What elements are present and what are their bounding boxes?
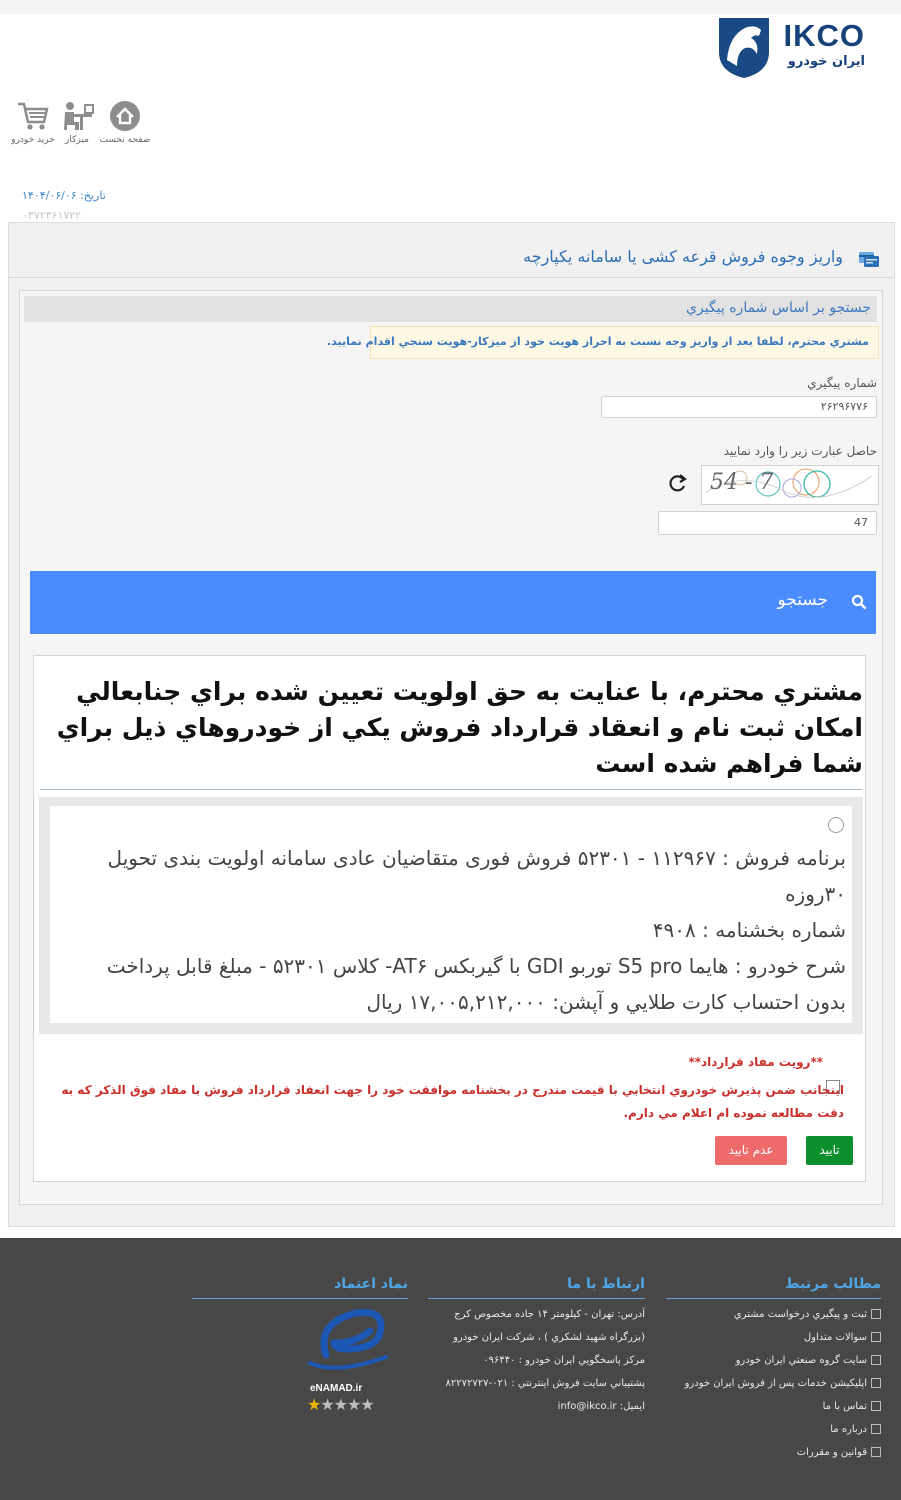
search-header xyxy=(24,296,877,322)
priority-heading: مشتري محترم، با عنايت به حق اولويت تعيين شده براي جنابعالي امكان ثبت نام و انعقاد قرارداد فروش يكي از خودروهاي ذيل براي شما فراهم شده است xyxy=(56,677,863,778)
footer-trust-title: نماد اعتماد xyxy=(334,1276,408,1292)
ikco-logo[interactable] xyxy=(718,14,883,80)
horse-shield-icon xyxy=(715,14,773,80)
star-icon: ★ xyxy=(307,1395,321,1414)
star-icon: ★ xyxy=(360,1395,374,1414)
contact-address-2: (بزرگراه شهيد لشكري ) ، شركت ايران خودرو xyxy=(453,1332,645,1343)
search-icon xyxy=(851,594,867,610)
sales-option-radio[interactable] xyxy=(828,817,844,833)
home-icon xyxy=(109,100,141,132)
footer-link[interactable]: سايت گروه صنعتي ايران خودرو xyxy=(736,1355,881,1366)
footer-contact-title: ارتباط با ما xyxy=(567,1276,645,1292)
footer-link[interactable]: درباره ما xyxy=(830,1424,881,1435)
link-icon xyxy=(871,1401,881,1411)
captcha-text: 54 - 7 xyxy=(710,470,774,495)
captcha-label: حاصل عبارت زير را وارد نماييد xyxy=(723,444,877,458)
divider xyxy=(40,789,862,790)
footer xyxy=(0,1238,901,1500)
nav-desk[interactable] xyxy=(50,100,104,145)
search-button[interactable] xyxy=(30,571,876,634)
footer-contact-rule xyxy=(428,1298,645,1299)
identity-notice xyxy=(327,326,879,359)
footer-link[interactable]: ثبت و پيگيري درخواست مشتري xyxy=(734,1309,881,1320)
date-text: تاریخ: ۱۴۰۴/۰۶/۰۶ xyxy=(22,189,106,202)
nav-home-label: صفحه نخست xyxy=(99,135,151,145)
enamad-text: eNAMAD.ir xyxy=(310,1383,363,1394)
car-description: شرح خودرو : هایما S5 pro توربو GDI با گیربکس AT۶- کلاس ۵۲۳۰۱ - مبلغ قابل پرداخت بدون احتساب کارت طلايي و آپشن: ۱۷,۰۰۵,۲۱۲,۰۰۰ ريال xyxy=(106,954,846,1014)
tracking-label: شماره پيگيري xyxy=(807,376,877,390)
contact-callcenter: مركز پاسخگويي ايران خودرو : ۰۹۶۴۴۰ xyxy=(483,1355,645,1366)
star-icon: ★ xyxy=(333,1395,348,1414)
nav-desk-label: میزکار xyxy=(65,135,89,145)
nav-shortcuts xyxy=(6,100,166,160)
tracking-number-input[interactable]: ۲۶۲۹۶۷۷۶ xyxy=(601,396,877,418)
contact-support: پشتيباني سايت فروش اينترنتي : ۰۲۱-۸۲۲۷۲۷۲۷ xyxy=(445,1378,645,1389)
user-id-text: ۰۳۷۲۳۶۱۷۲۲ xyxy=(22,209,82,222)
nav-buy-car-label: خرید خودرو xyxy=(11,135,55,145)
contact-email[interactable]: ايميل: info@ikco.ir xyxy=(557,1401,645,1412)
notice-text: مشتري محترم، لطفا بعد از واريز وجه نسبت به احراز هويت خود از ميزكار-هويت سنجي اقدام نماييد. xyxy=(327,335,869,348)
sales-option-details xyxy=(71,840,846,1020)
footer-link[interactable]: سوالات متداول xyxy=(804,1332,881,1343)
reject-button[interactable]: عدم تاييد xyxy=(715,1136,787,1165)
footer-link[interactable]: تماس با ما xyxy=(823,1401,881,1412)
star-icon: ★ xyxy=(347,1395,361,1414)
top-strip xyxy=(0,0,901,14)
cart-icon xyxy=(16,100,50,132)
footer-link[interactable]: قوانين و مقررات xyxy=(797,1447,881,1458)
captcha-image xyxy=(701,465,879,505)
sales-program: برنامه فروش : ۱۱۲۹۶۷ - ۵۲۳۰۱ فروش فوری متقاضیان عادی سامانه اولویت بندی تحویل ۳۰روزه xyxy=(107,846,846,906)
rating-stars xyxy=(307,1395,374,1414)
nav-home[interactable] xyxy=(98,100,152,145)
brand-name: IKCO xyxy=(783,18,865,53)
search-title: جستجو بر اساس شماره پيگيري xyxy=(686,300,871,316)
desk-icon xyxy=(60,100,94,132)
footer-related-rule xyxy=(666,1298,881,1299)
footer-link[interactable]: اپلیکیشن خدمات پس از فروش ایران خودرو xyxy=(685,1378,881,1389)
link-icon xyxy=(871,1378,881,1388)
circular-number: شماره بخشنامه : ۴۹۰۸ xyxy=(652,918,846,942)
footer-related-title: مطالب مرتبط xyxy=(785,1276,881,1292)
terms-text: اينجانب ضمن پذيرش خودروي انتخابي با قيمت مندرج در بخشنامه موافقت خود را جهت انعقاد قرارداد فروش با مفاد فوق الذكر كه به دقت مطالعه نموده ام اعلام مي دارم. xyxy=(61,1083,844,1120)
link-icon xyxy=(871,1309,881,1319)
confirm-button[interactable]: تاييد xyxy=(806,1136,853,1165)
captcha-answer-input[interactable]: 47 xyxy=(658,511,877,535)
brand-subtitle: ایران خودرو xyxy=(787,54,865,69)
link-icon xyxy=(871,1424,881,1434)
panel-title: واريز وجوه فروش قرعه کشی یا سامانه یکپارچه xyxy=(523,247,843,266)
footer-trust-rule xyxy=(192,1298,408,1299)
search-button-label: جستجو xyxy=(777,590,828,610)
captcha-refresh-button[interactable] xyxy=(658,465,697,503)
star-icon: ★ xyxy=(320,1395,334,1414)
refresh-icon xyxy=(658,465,697,503)
enamad-badge[interactable] xyxy=(296,1303,406,1418)
link-icon xyxy=(871,1332,881,1342)
terms-title: **رويت مفاد قرارداد** xyxy=(688,1055,823,1069)
link-icon xyxy=(871,1355,881,1365)
link-icon xyxy=(871,1447,881,1457)
enamad-logo-icon xyxy=(296,1303,406,1383)
contact-address: آدرس: تهران - كيلومتر ۱۴ جاده مخصوص كرج xyxy=(454,1309,645,1320)
panel-title-bar xyxy=(8,237,893,278)
payment-card-icon xyxy=(858,247,880,269)
